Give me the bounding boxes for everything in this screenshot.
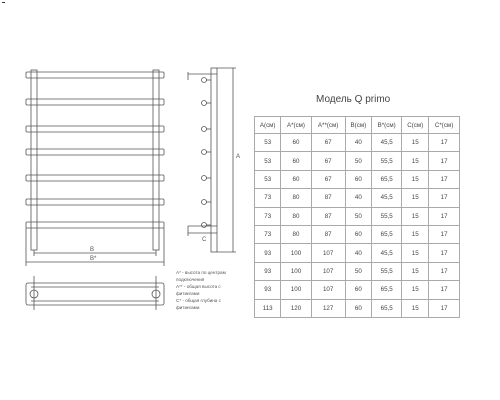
table-cell: 100 <box>281 244 311 262</box>
table-cell: 60 <box>281 152 311 170</box>
table-cell: 40 <box>345 134 371 152</box>
table-cell: 50 <box>345 262 371 280</box>
table-cell: 93 <box>255 244 281 262</box>
column-header: А*(см) <box>281 117 311 134</box>
table-cell: 15 <box>402 207 429 225</box>
table-cell: 15 <box>402 281 429 299</box>
page-title: Модель Q primo <box>316 94 391 105</box>
rung <box>26 126 164 132</box>
table-cell: 67 <box>311 134 345 152</box>
column-header: C(см) <box>402 117 429 134</box>
side-post <box>211 68 217 252</box>
table-cell: 53 <box>255 134 281 152</box>
table-cell: 55,5 <box>372 207 402 225</box>
table-cell: 55,5 <box>372 262 402 280</box>
table-cell: 93 <box>255 281 281 299</box>
table-cell: 65,5 <box>372 281 402 299</box>
table-cell: 73 <box>255 207 281 225</box>
note-line: подключения <box>176 277 205 283</box>
table-cell: 65,5 <box>372 170 402 188</box>
table-cell: 60 <box>345 170 371 188</box>
spec-table <box>254 116 460 318</box>
table-cell: 17 <box>429 244 460 262</box>
table-cell: 50 <box>345 152 371 170</box>
note-line: фитингами <box>176 305 200 311</box>
table-cell: 15 <box>402 152 429 170</box>
table-cell: 15 <box>402 299 429 317</box>
table-row <box>255 152 460 170</box>
table-cell: 15 <box>402 134 429 152</box>
table-cell: 93 <box>255 262 281 280</box>
table-cell: 87 <box>311 225 345 243</box>
table-cell: 65,5 <box>372 225 402 243</box>
table-cell: 65,5 <box>372 299 402 317</box>
table-cell: 17 <box>429 152 460 170</box>
column-header: А**(см) <box>311 117 345 134</box>
table-cell: 73 <box>255 189 281 207</box>
table-cell: 15 <box>402 170 429 188</box>
table-cell: 87 <box>311 189 345 207</box>
top-view-frame <box>26 283 164 305</box>
right-post <box>153 70 159 250</box>
table-cell: 100 <box>281 262 311 280</box>
table-cell: 17 <box>429 262 460 280</box>
table-cell: 107 <box>311 244 345 262</box>
note-line: А** - общая высота с <box>176 284 221 290</box>
table-cell: 60 <box>345 281 371 299</box>
table-row <box>255 299 460 317</box>
table-row <box>255 262 460 280</box>
table-cell: 113 <box>255 299 281 317</box>
note-line: фитингами <box>176 291 200 297</box>
notes-block <box>176 269 266 312</box>
table-row <box>255 244 460 262</box>
table-row <box>255 134 460 152</box>
table-cell: 60 <box>281 170 311 188</box>
table-cell: 80 <box>281 189 311 207</box>
table-cell: 107 <box>311 281 345 299</box>
table-cell: 50 <box>345 207 371 225</box>
table-cell: 60 <box>345 299 371 317</box>
table-cell: 17 <box>429 189 460 207</box>
rung <box>26 199 164 205</box>
table-cell: 80 <box>281 225 311 243</box>
table-row <box>255 189 460 207</box>
table-cell: 67 <box>311 152 345 170</box>
table-cell: 17 <box>429 225 460 243</box>
table-cell: 67 <box>311 170 345 188</box>
table-cell: 73 <box>255 225 281 243</box>
label-b-star: B* <box>90 256 97 262</box>
table-cell: 15 <box>402 262 429 280</box>
table-row <box>255 207 460 225</box>
side-view <box>188 68 236 252</box>
table-cell: 45,5 <box>372 244 402 262</box>
rung <box>26 175 164 181</box>
table-cell: 17 <box>429 170 460 188</box>
table-cell: 17 <box>429 281 460 299</box>
table-row <box>255 225 460 243</box>
table-cell: 45,5 <box>372 189 402 207</box>
table-row <box>255 170 460 188</box>
rung <box>26 222 164 228</box>
table-cell: 87 <box>311 207 345 225</box>
column-header: C*(см) <box>429 117 460 134</box>
note-line: А* - высота по центрам <box>176 270 226 275</box>
table-cell: 60 <box>345 225 371 243</box>
table-cell: 100 <box>281 281 311 299</box>
rung <box>26 149 164 155</box>
table-row <box>255 281 460 299</box>
table-cell: 45,5 <box>372 134 402 152</box>
label-a: A <box>236 154 241 160</box>
column-header: B*(см) <box>372 117 402 134</box>
table-cell: 120 <box>281 299 311 317</box>
column-header: B(см) <box>345 117 371 134</box>
table-cell: 15 <box>402 244 429 262</box>
table-cell: 53 <box>255 152 281 170</box>
table-cell: 40 <box>345 244 371 262</box>
label-c: C <box>202 237 207 243</box>
table-cell: 17 <box>429 207 460 225</box>
note-line: С* - общая глубина с <box>176 298 221 304</box>
table-cell: 17 <box>429 134 460 152</box>
table-cell: 55,5 <box>372 152 402 170</box>
table-cell: 15 <box>402 225 429 243</box>
front-view <box>26 70 164 266</box>
table-cell: 53 <box>255 170 281 188</box>
table-cell: 80 <box>281 207 311 225</box>
table-cell: 17 <box>429 299 460 317</box>
table-cell: 15 <box>402 189 429 207</box>
table-cell: 40 <box>345 189 371 207</box>
column-header: А(см) <box>255 117 281 134</box>
table-cell: 127 <box>311 299 345 317</box>
label-b: B <box>90 247 95 253</box>
left-post <box>31 70 37 250</box>
rung <box>26 99 164 105</box>
rung <box>26 72 164 78</box>
table-cell: 60 <box>281 134 311 152</box>
table-header-row <box>255 117 460 134</box>
top-view <box>26 276 164 310</box>
table-cell: 107 <box>311 262 345 280</box>
